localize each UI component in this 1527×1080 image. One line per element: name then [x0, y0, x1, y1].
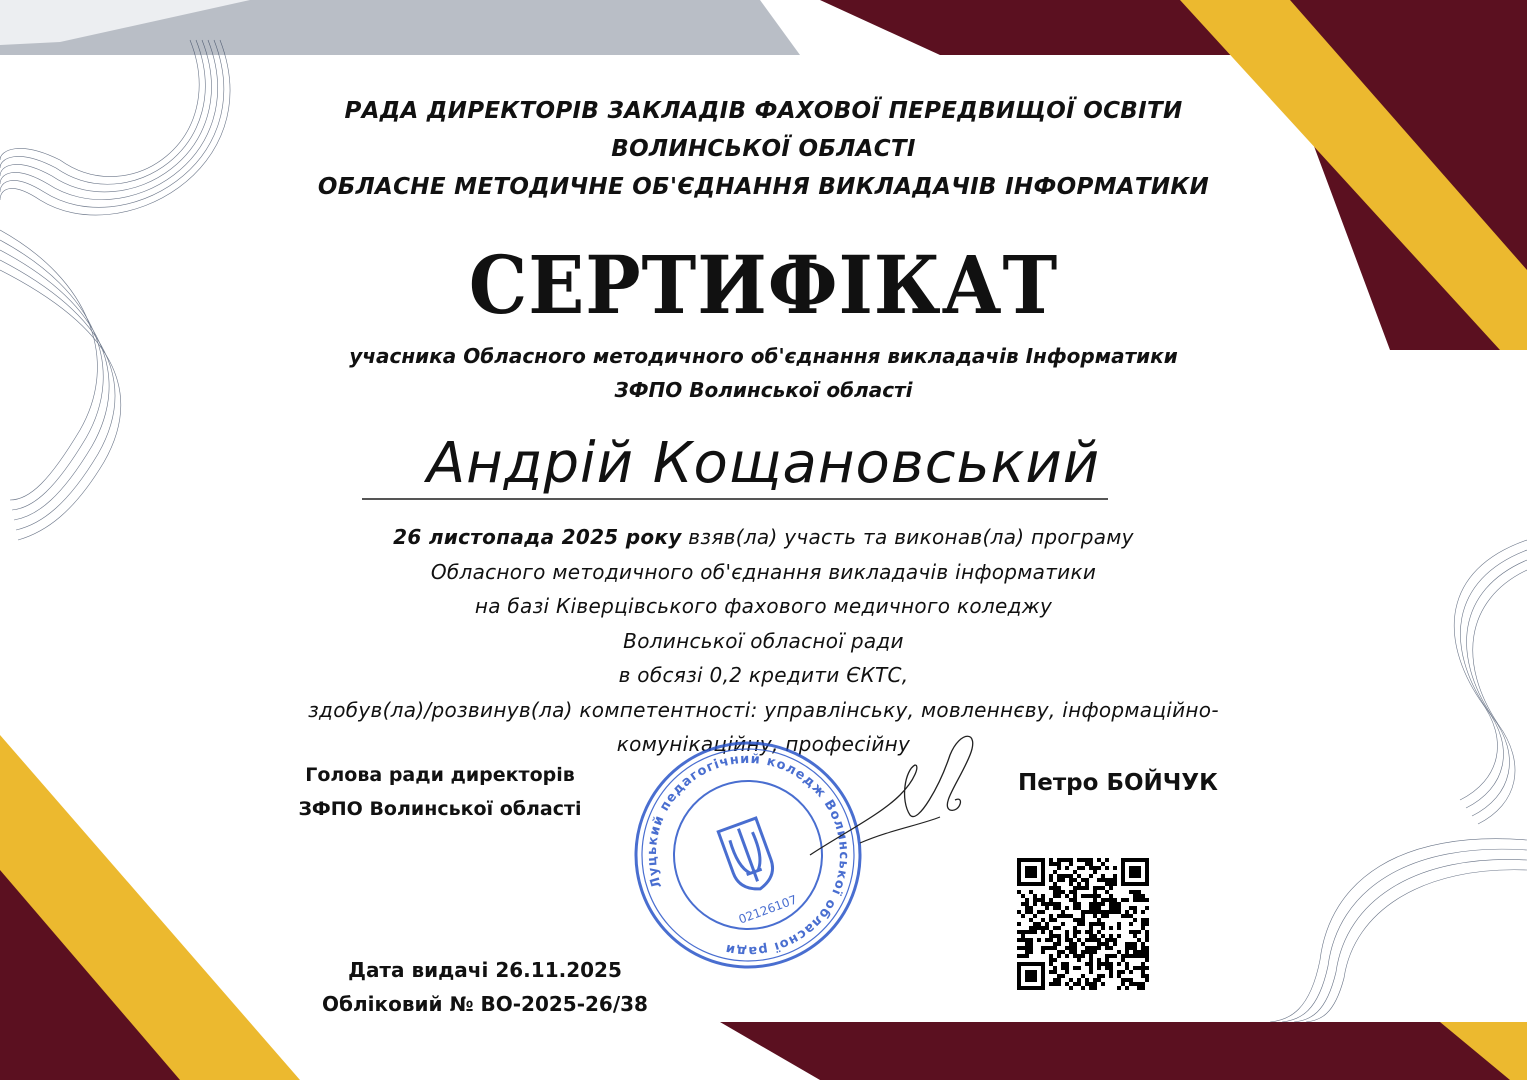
name-underline [362, 498, 1108, 500]
trident-emblem [718, 818, 779, 896]
organization-header [0, 92, 1527, 206]
signatory-position-line-2: ЗФПО Волинської області [298, 798, 582, 820]
subtitle-line-1: учасника Обласного методичного об'єднання викладачів Інформатики [349, 344, 1178, 368]
qr-code[interactable] [1017, 858, 1149, 990]
certificate-title: СЕРТИФІКАТ [468, 238, 1059, 332]
certificate-body [0, 520, 1527, 762]
body-line-3: на базі Ківерцівського фахового медичного коледжу [474, 594, 1053, 618]
issue-date: Дата видачі 26.11.2025 [348, 958, 622, 982]
recipient-name: Андрій Кощановський [426, 431, 1101, 496]
header-line-3: ОБЛАСНЕ МЕТОДИЧНЕ ОБ'ЄДНАННЯ ВИКЛАДАЧІВ ІНФОРМАТИКИ [317, 174, 1210, 200]
body-line-4: Волинської обласної ради [623, 628, 904, 653]
event-date: 26 листопада 2025 року [393, 525, 682, 549]
body-line-1 [0, 520, 1527, 555]
signatory-name: Петро БОЙЧУК [1018, 770, 1218, 796]
subtitle-line-2: ЗФПО Волинської області [614, 378, 913, 402]
signatory-position [250, 758, 630, 826]
header-line-1: РАДА ДИРЕКТОРІВ ЗАКЛАДІВ ФАХОВОЇ ПЕРЕДВИЩОЇ ОСВІТИ [344, 98, 1183, 124]
header-line-2: ВОЛИНСЬКОЇ ОБЛАСТІ [611, 136, 916, 162]
body-line-5: в обсязі 0,2 кредити ЄКТС, [618, 663, 909, 687]
stamp-code: 02126107 [736, 892, 799, 927]
body-line-7: комунікаційну, професійну [616, 732, 911, 756]
body-line-2: Обласного методичного об'єднання викладачів інформатики [430, 559, 1097, 584]
handwritten-signature [800, 725, 980, 865]
issue-info [250, 953, 720, 1021]
stamp-ring-text: Луцький педагогічний коледж Волинської обласної ради [644, 751, 852, 959]
signatory-position-line-1: Голова ради директорів [305, 764, 575, 786]
certificate-subtitle [0, 339, 1527, 407]
registration-number: Обліковий № ВО-2025-26/38 [322, 992, 648, 1016]
body-line-6: здобув(ла)/розвинув(ла) компетентності: управлінську, мовленнєву, інформаційно- [308, 697, 1219, 722]
body-line-1-text: взяв(ла) участь та виконав(ла) програму [681, 525, 1134, 549]
